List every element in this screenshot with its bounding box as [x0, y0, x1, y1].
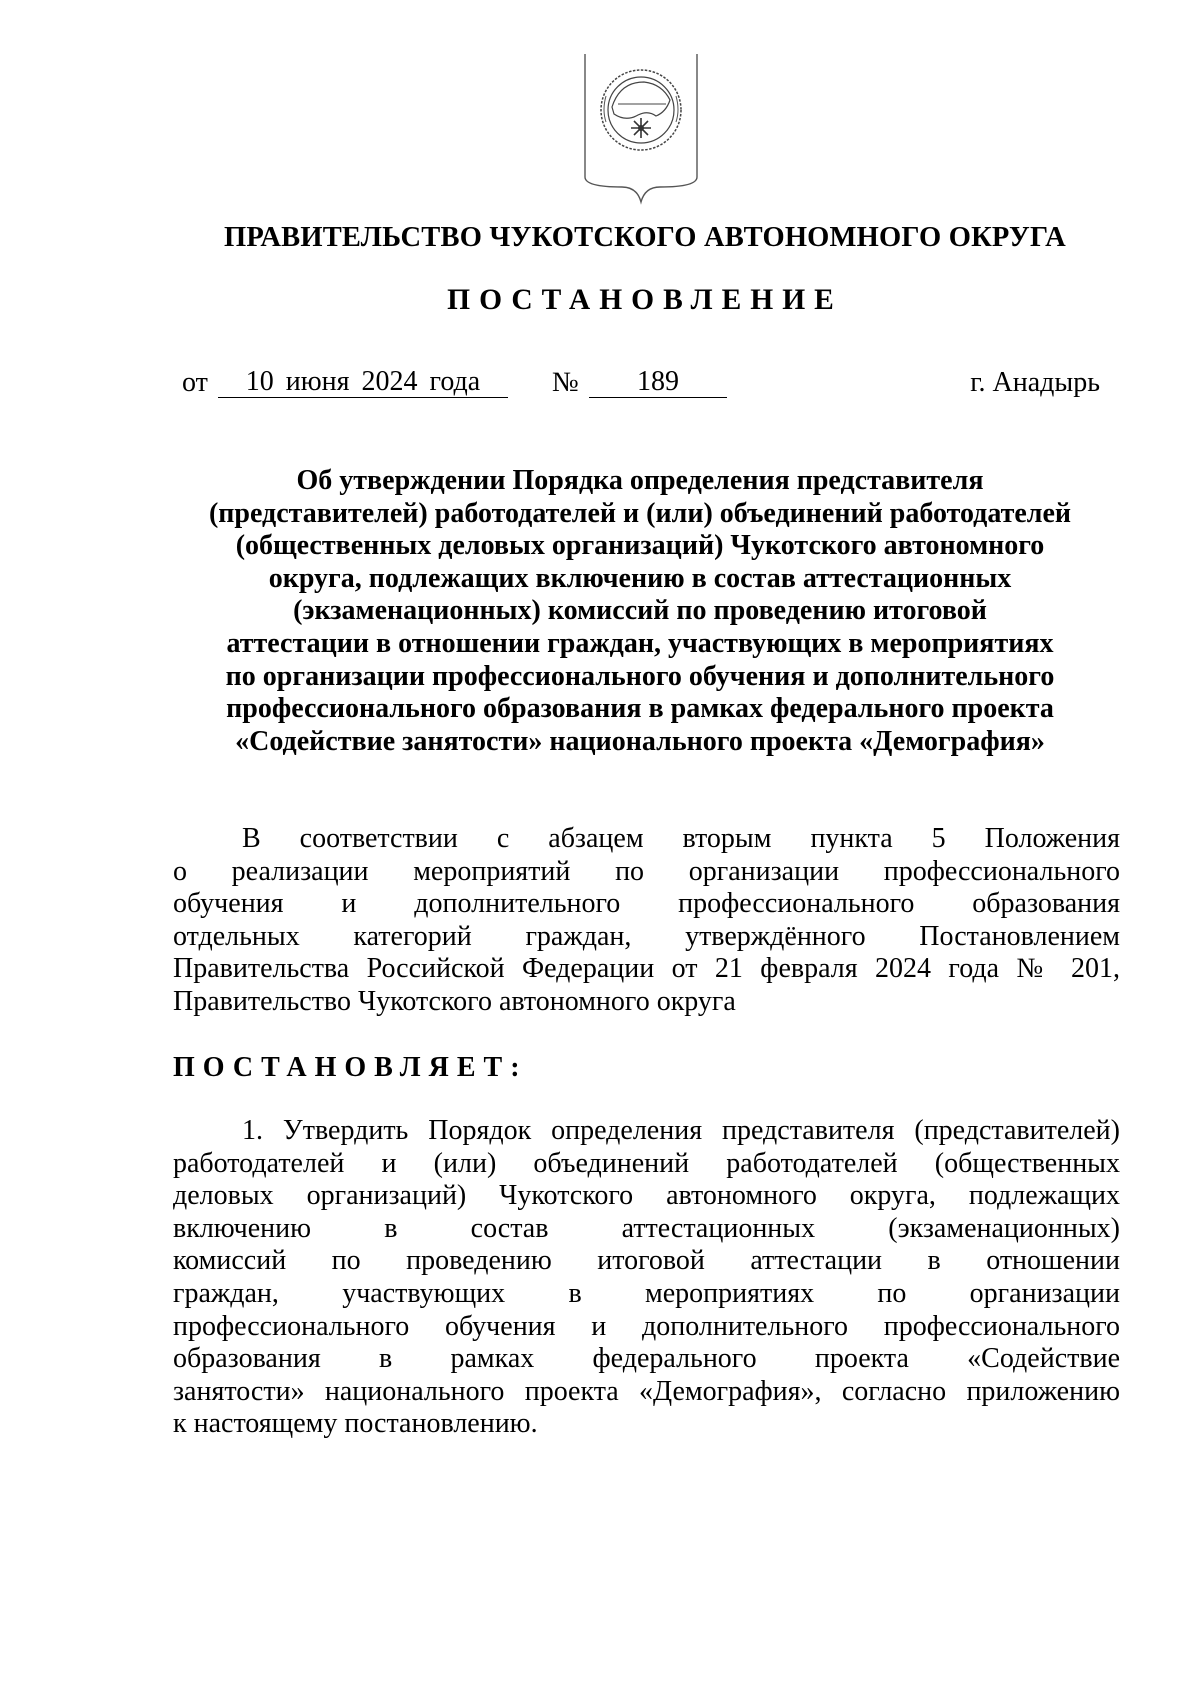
basis-line: о реализации мероприятий по организации профессионального: [173, 855, 1120, 887]
coat-of-arms-icon: [582, 52, 700, 207]
number-label: №: [552, 367, 579, 398]
document-city: г. Анадырь: [970, 367, 1100, 398]
subject-line: Об утверждении Порядка определения представителя: [296, 465, 984, 496]
item-line: занятости» национального проекта «Демография», согласно приложению: [173, 1375, 1120, 1407]
government-title: ПРАВИТЕЛЬСТВО ЧУКОТСКОГО АВТОНОМНОГО ОКРУГА: [224, 222, 1066, 253]
item-line: работодателей и (или) объединений работодателей (общественных: [173, 1147, 1120, 1179]
basis-line: отдельных категорий граждан, утверждённого Постановлением: [173, 920, 1120, 952]
document-number: 189: [589, 367, 727, 398]
basis-paragraph: [173, 823, 1120, 1019]
basis-line: Правительство Чукотского автономного округа: [173, 985, 736, 1017]
item-line: образования в рамках федерального проекта «Содействие: [173, 1343, 1120, 1375]
resolve-heading: ПОСТАНОВЛЯЕТ:: [173, 1052, 528, 1083]
document-type-title: ПОСТАНОВЛЕНИЕ: [447, 284, 843, 316]
basis-line: Правительства Российской Федерации от 21 февраля 2024 года № 201,: [173, 953, 1120, 985]
document-date: 10 июня 2024 года: [218, 367, 508, 398]
subject-line: профессионального образования в рамках федерального проекта: [226, 693, 1054, 725]
resolution-item-1: [173, 1115, 1120, 1441]
subject-line: (экзаменационных) комиссий по проведению итоговой: [293, 595, 987, 627]
subject-line: аттестации в отношении граждан, участвующих в мероприятиях: [226, 627, 1054, 659]
document-subject: [180, 465, 1100, 758]
subject-line: (представителей) работодателей и (или) объединений работодателей: [208, 497, 1072, 529]
subject-line: (общественных деловых организаций) Чукотского автономного: [235, 530, 1045, 562]
basis-line: обучения и дополнительного профессионального образования: [173, 888, 1120, 920]
item-line: к настоящему постановлению.: [173, 1408, 538, 1440]
item-line: включению в состав аттестационных (экзаменационных): [173, 1212, 1120, 1244]
subject-line: округа, подлежащих включению в состав аттестационных: [268, 562, 1012, 594]
subject-line: по организации профессионального обучения и дополнительного: [225, 660, 1055, 692]
basis-line: В соответствии с абзацем вторым пункта 5 Положения: [242, 823, 1120, 854]
item-line: деловых организаций) Чукотского автономного округа, подлежащих: [173, 1180, 1120, 1212]
item-line: комиссий по проведению итоговой аттестации в отношении: [173, 1245, 1120, 1277]
item-line: 1. Утвердить Порядок определения представителя (представителей): [242, 1115, 1120, 1146]
item-line: граждан, участвующих в мероприятиях по организации: [173, 1277, 1120, 1309]
item-line: профессионального обучения и дополнительного профессионального: [173, 1310, 1120, 1342]
subject-line: «Содействие занятости» национального проекта «Демография»: [235, 725, 1045, 757]
date-from-label: от: [182, 367, 208, 398]
